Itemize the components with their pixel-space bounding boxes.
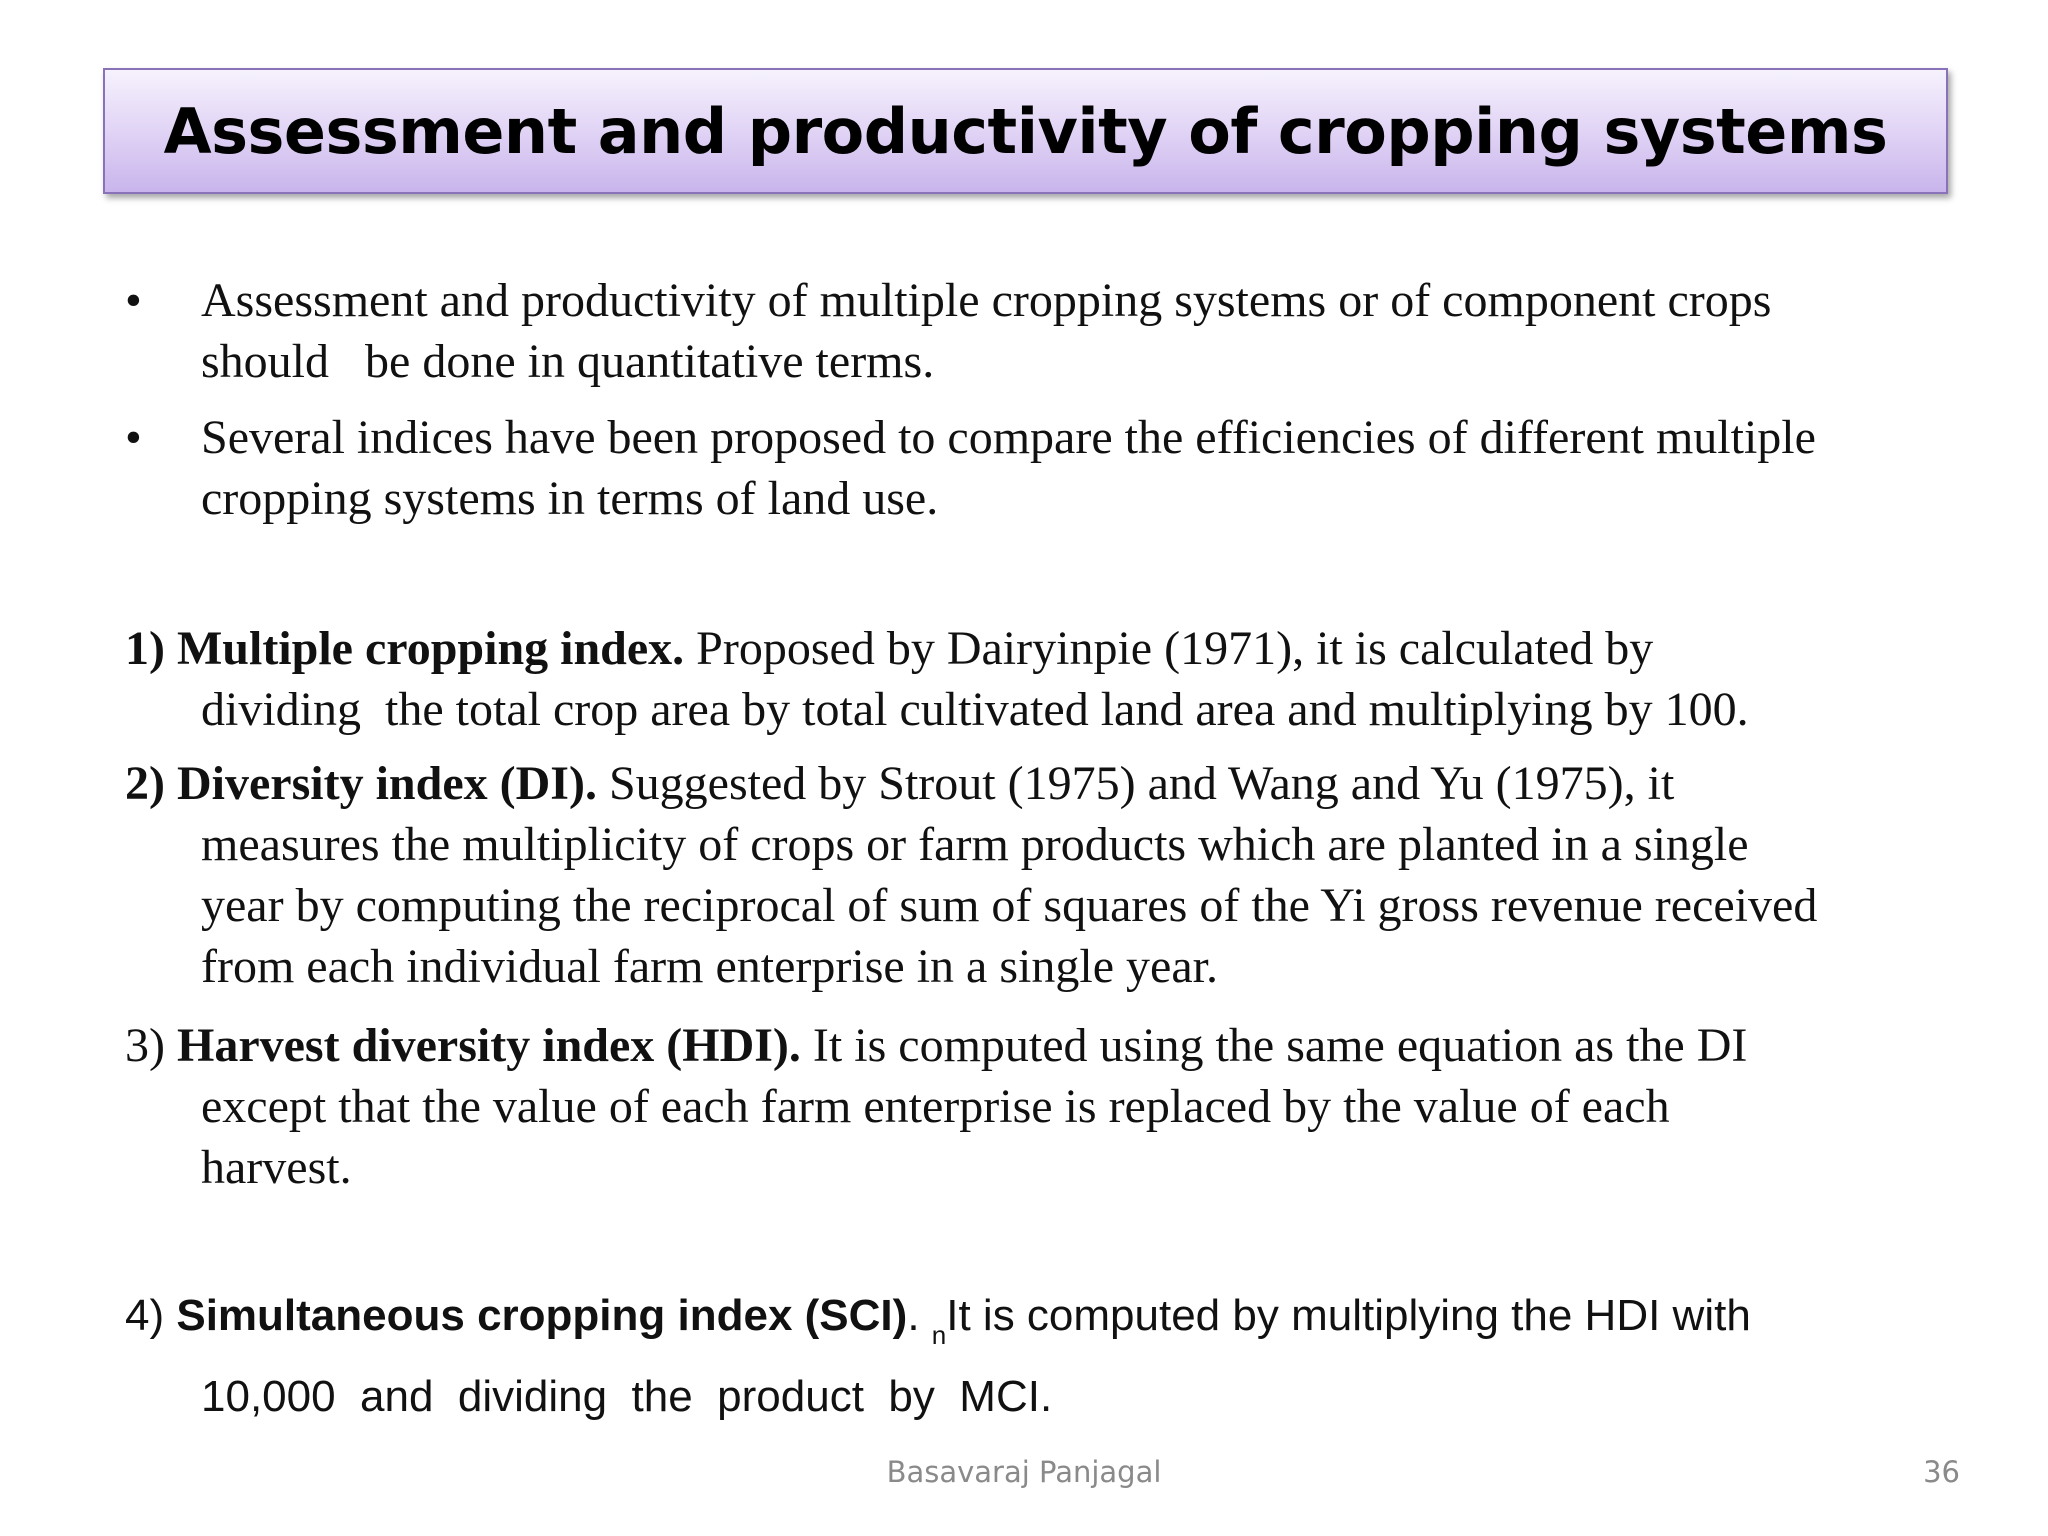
index-item-simultaneous-cropping: [125, 1285, 1955, 1427]
footer-author: Basavaraj Panjagal: [886, 1455, 1162, 1489]
page-number: 36: [1923, 1455, 1960, 1489]
index-number: 4): [125, 1291, 165, 1340]
index-line: harvest.: [201, 1141, 352, 1194]
bullet-line: Several indices have been proposed to compare the efficiencies of different multiple: [201, 411, 1816, 464]
title-box: [103, 68, 1948, 194]
index-item-multiple-cropping: [125, 618, 1955, 740]
index-name: Multiple cropping index.: [176, 622, 685, 675]
index-name: Simultaneous cropping index (SCI): [176, 1291, 908, 1340]
index-line: [125, 753, 1955, 814]
index-line: [125, 1015, 1955, 1076]
index-item-harvest-diversity: [125, 1015, 1955, 1198]
bullet-symbol: •: [125, 274, 142, 327]
bullet-line: Assessment and productivity of multiple cropping systems or of component crops: [201, 274, 1772, 327]
index-line: year by computing the reciprocal of sum of squares of the Yi gross revenue received: [201, 879, 1818, 932]
index-name: Diversity index (DI).: [176, 757, 597, 810]
index-text: Proposed by Dairyinpie (1971), it is calculated by: [696, 622, 1654, 675]
index-number: 3): [125, 1019, 165, 1072]
bullet-line: should be done in quantitative terms.: [201, 335, 935, 388]
index-line: from each individual farm enterprise in a single year.: [201, 940, 1218, 993]
index-text: It is computed by multiplying the HDI with: [946, 1291, 1751, 1340]
index-number: 2): [125, 757, 165, 810]
bullet-symbol: •: [125, 411, 142, 464]
bullet-text: [201, 407, 1961, 529]
index-name: Harvest diversity index (HDI).: [176, 1019, 801, 1072]
index-line: 10,000 and dividing the product by MCI.: [201, 1372, 1053, 1421]
index-line: measures the multiplicity of crops or farm products which are planted in a single: [201, 818, 1749, 871]
index-punct: .: [907, 1291, 920, 1340]
subscript-n: n: [931, 1320, 947, 1350]
index-line: dividing the total crop area by total cultivated land area and multiplying by 100.: [201, 683, 1749, 736]
index-line: [125, 618, 1955, 679]
index-text: Suggested by Strout (1975) and Wang and Yu (1975), it: [608, 757, 1675, 810]
bullet-text: [201, 270, 1961, 392]
index-text: It is computed using the same equation as the DI: [812, 1019, 1748, 1072]
index-line: except that the value of each farm enterprise is replaced by the value of each: [201, 1080, 1670, 1133]
index-item-diversity: [125, 753, 1955, 997]
index-number: 1): [125, 622, 165, 675]
bullet-line: cropping systems in terms of land use.: [201, 472, 939, 525]
slide-title: Assessment and productivity of cropping systems: [163, 94, 1888, 168]
index-line: [125, 1285, 1955, 1366]
